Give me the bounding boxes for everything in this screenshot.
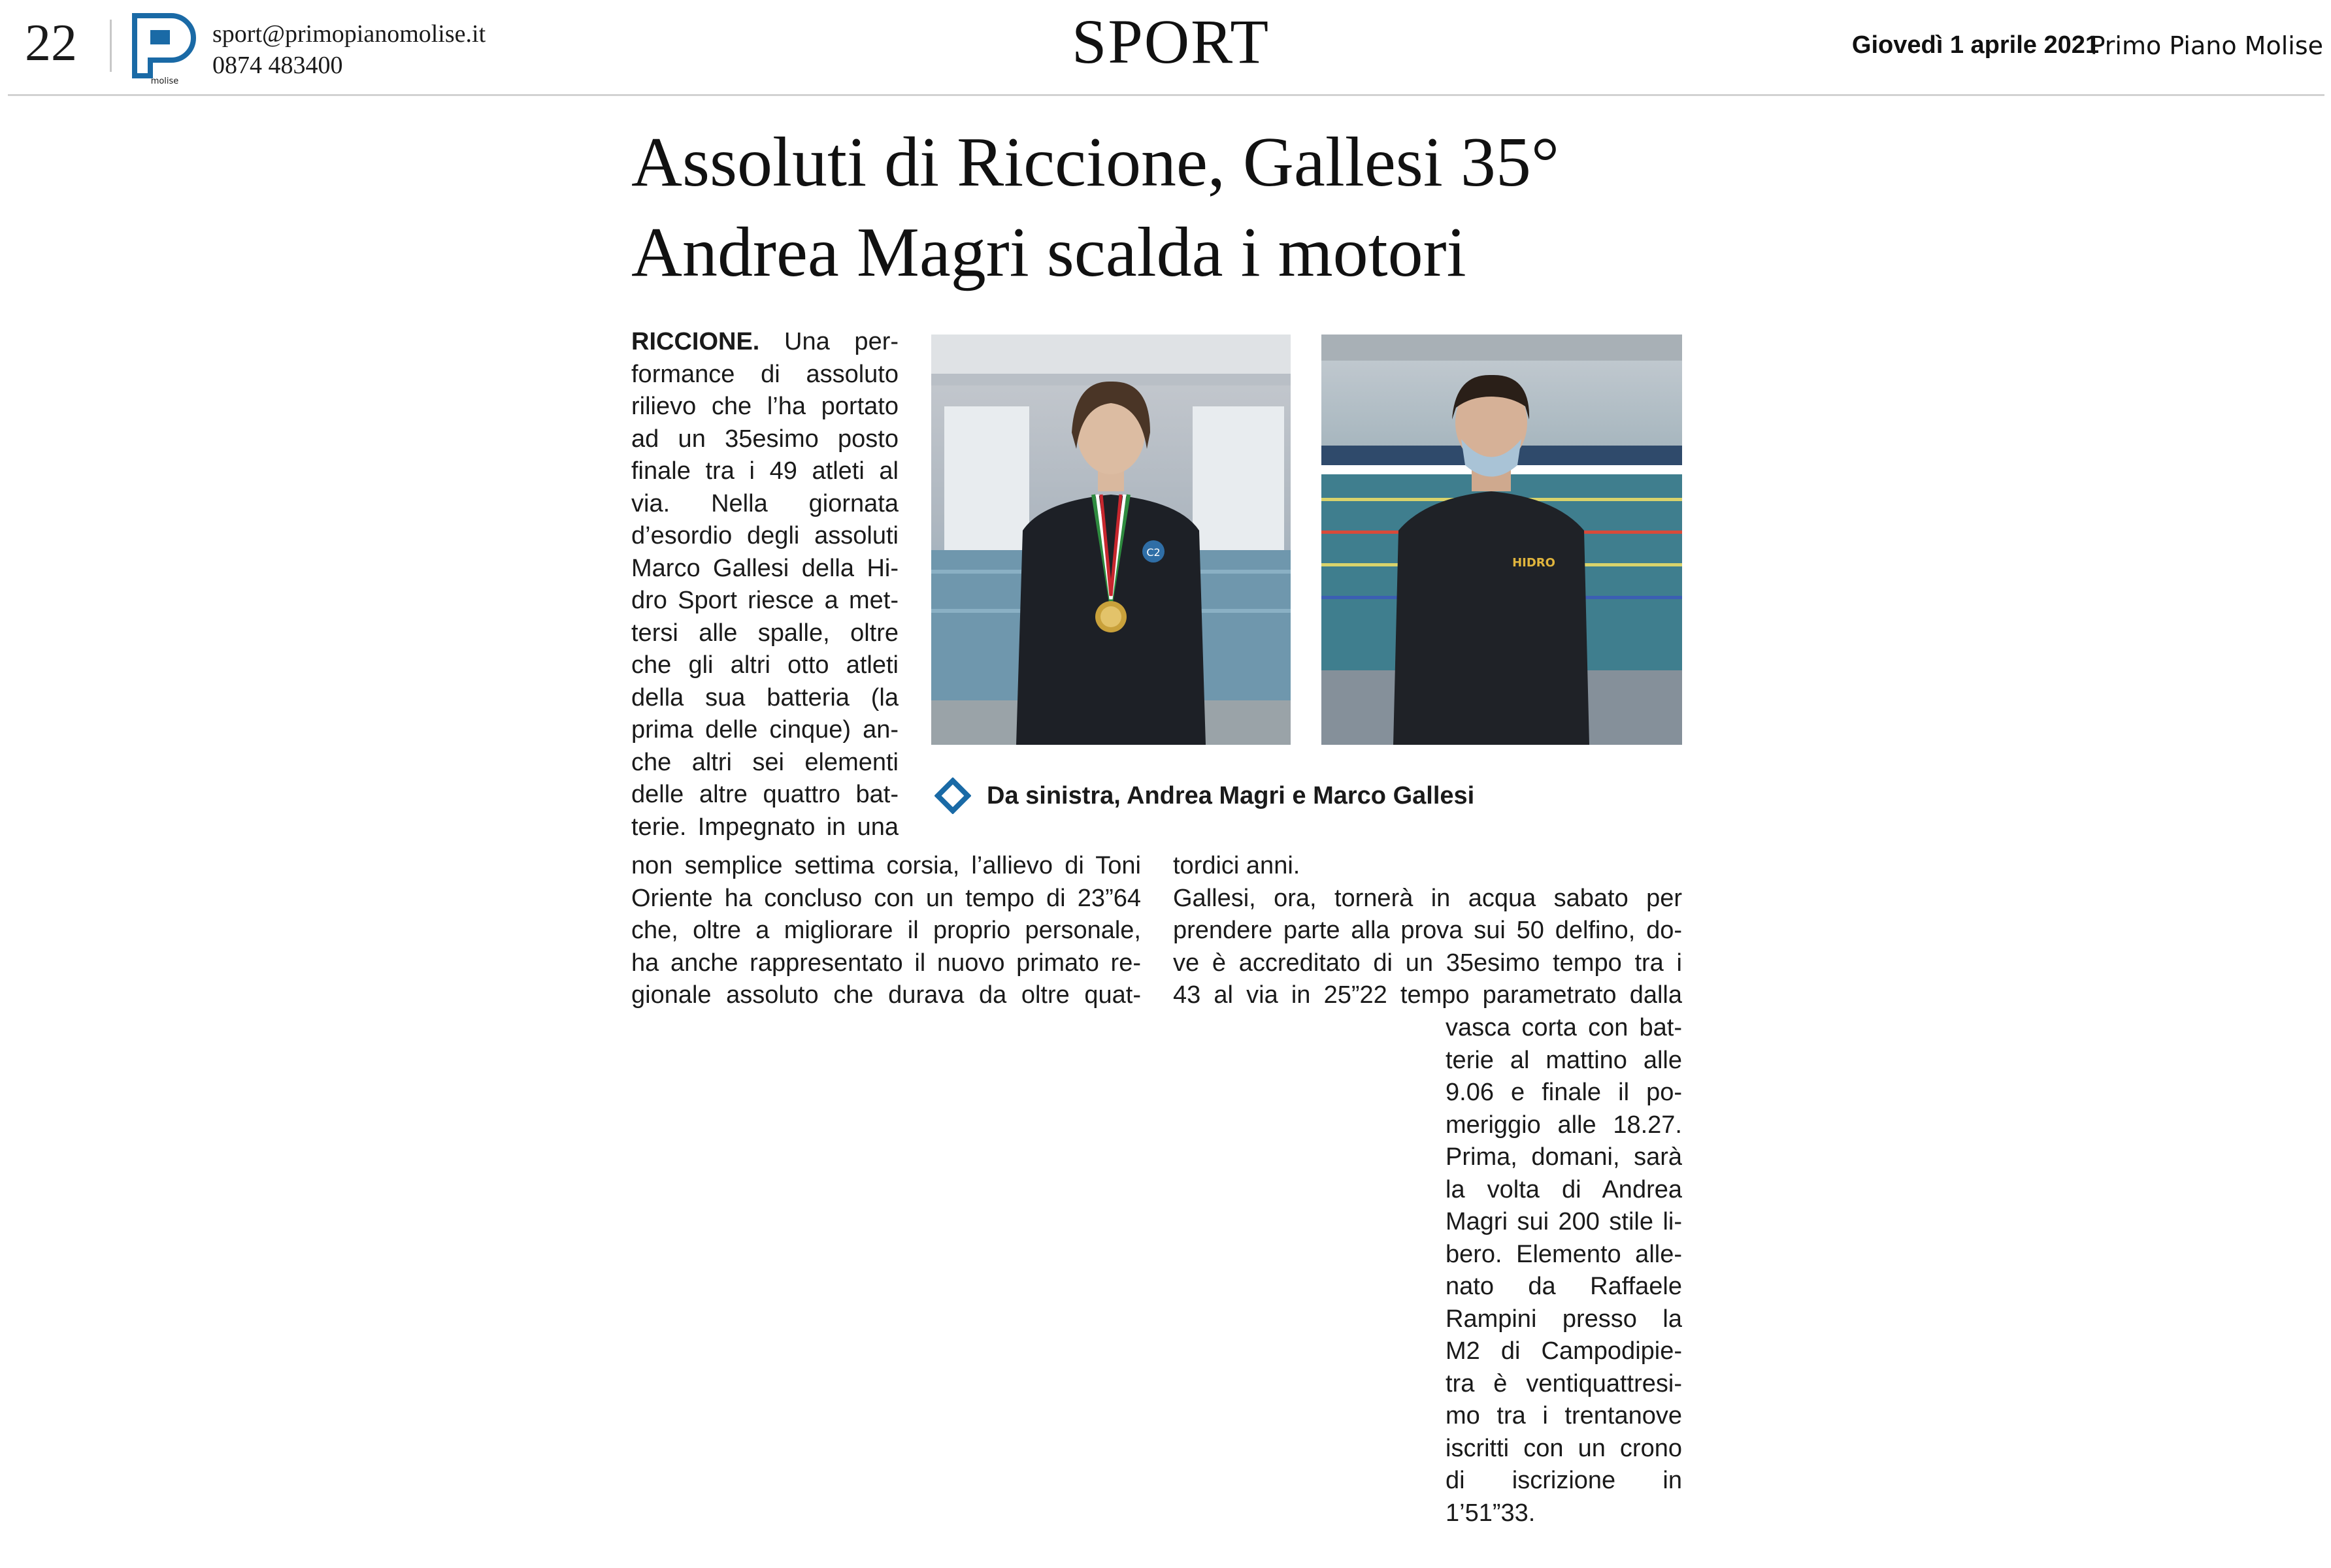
- contact-email[interactable]: sport@primopianomolise.it: [212, 20, 486, 48]
- article-line: gionale assoluto che durava da oltre quat-: [631, 981, 1141, 1009]
- photo-marco-gallesi: [1321, 335, 1682, 745]
- article-column-2: [1173, 850, 1682, 1012]
- article-line: M2 di Campodipie-: [1446, 1337, 1682, 1365]
- article-line: Oriente ha concluso con un tempo di 23”64: [631, 884, 1141, 912]
- article-line: che, oltre a migliorare il proprio personale,: [631, 917, 1141, 944]
- article-line: mo tra i trentanove: [1446, 1402, 1682, 1429]
- photo-andrea-magri: [931, 335, 1291, 745]
- photo2-logo: HIDRO: [1512, 556, 1555, 570]
- article-line: finale tra i 49 atleti al: [631, 457, 899, 485]
- article-line: di iscrizione in: [1446, 1467, 1682, 1494]
- logo-p-counter: [150, 30, 170, 44]
- article-line: rilievo che l’ha portato: [631, 393, 899, 420]
- article-line: terie al mattino alle: [1446, 1046, 1682, 1074]
- article-column-1: [631, 326, 899, 843]
- article-line: tra è ventiquattresi-: [1446, 1369, 1682, 1397]
- issue-date: Giovedì 1 aprile 2021: [1851, 31, 2099, 59]
- article-line: d’esordio degli assoluti: [631, 522, 899, 549]
- newspaper-logo: [131, 13, 196, 86]
- article-line: tersi alle spalle, oltre: [631, 619, 899, 647]
- article-line: che altri sei elementi: [631, 748, 899, 776]
- section-title: SPORT: [1072, 7, 1270, 76]
- article-line: prendere parte alla prova sui 50 delfino, do-: [1173, 917, 1682, 944]
- article-line: dro Sport riesce a met-: [631, 587, 899, 614]
- article-line: Marco Gallesi della Hi-: [631, 554, 899, 582]
- article-column-2-continued: [1446, 1012, 1682, 1529]
- article-line: ve è accreditato di un 35esimo tempo tra i: [1173, 949, 1682, 977]
- dateline: RICCIONE.: [631, 328, 760, 355]
- caption-diamond-icon: [934, 777, 971, 814]
- article-line: nato da Raffaele: [1446, 1273, 1682, 1300]
- article-line: la volta di Andrea: [1446, 1175, 1682, 1203]
- article-line: RICCIONE. Una per-: [631, 328, 899, 355]
- logo-p-shape: [135, 16, 193, 76]
- article-line: 1’51”33.: [1446, 1499, 1536, 1527]
- article-line: della sua batteria (la: [631, 683, 899, 711]
- article-column-1-continued: [631, 850, 1141, 1012]
- contact-info: [212, 18, 486, 81]
- headline-line-2: Andrea Magri scalda i motori: [631, 214, 1466, 291]
- article-line: tordici anni.: [1173, 852, 1300, 879]
- article-line: formance di assoluto: [631, 360, 899, 388]
- header-divider: [110, 20, 112, 72]
- article-line: prima delle cinque) an-: [631, 716, 899, 743]
- article-line: delle altre quattro bat-: [631, 781, 899, 808]
- headline: [631, 118, 1742, 298]
- page-number: 22: [25, 14, 77, 72]
- logo-text: molise: [150, 76, 179, 86]
- photo1-badge: C2: [1146, 546, 1161, 559]
- article-line: via. Nella giornata: [631, 489, 899, 517]
- headline-line-1: Assoluti di Riccione, Gallesi 35°: [631, 123, 1560, 201]
- article-line: bero. Elemento alle-: [1446, 1240, 1682, 1268]
- article-line: vasca corta con bat-: [1446, 1014, 1682, 1041]
- header-rule: [8, 94, 2324, 96]
- photo-caption: Da sinistra, Andrea Magri e Marco Gallesi: [987, 782, 1475, 809]
- article-line: Gallesi, ora, tornerà in acqua sabato per: [1173, 884, 1682, 912]
- article-line: Prima, domani, sarà: [1446, 1143, 1682, 1171]
- article-line: terie. Impegnato in una: [631, 813, 899, 841]
- article-line: Magri sui 200 stile li-: [1446, 1208, 1682, 1235]
- article-line: ha anche rappresentato il nuovo primato re-: [631, 949, 1141, 977]
- article-line: Rampini presso la: [1446, 1305, 1682, 1333]
- article-line: 9.06 e finale il po-: [1446, 1079, 1682, 1106]
- article-line: iscritti con un crono: [1446, 1434, 1682, 1462]
- article-line: che gli altri otto atleti: [631, 651, 899, 679]
- article-line: ad un 35esimo posto: [631, 425, 899, 453]
- newspaper-name: Primo Piano Molise: [2090, 31, 2323, 60]
- contact-phone: 0874 483400: [212, 52, 343, 79]
- article-line: 43 al via in 25”22 tempo parametrato dalla: [1173, 981, 1682, 1009]
- article-line: meriggio alle 18.27.: [1446, 1111, 1682, 1139]
- article-line: non semplice settima corsia, l’allievo di Toni: [631, 852, 1141, 879]
